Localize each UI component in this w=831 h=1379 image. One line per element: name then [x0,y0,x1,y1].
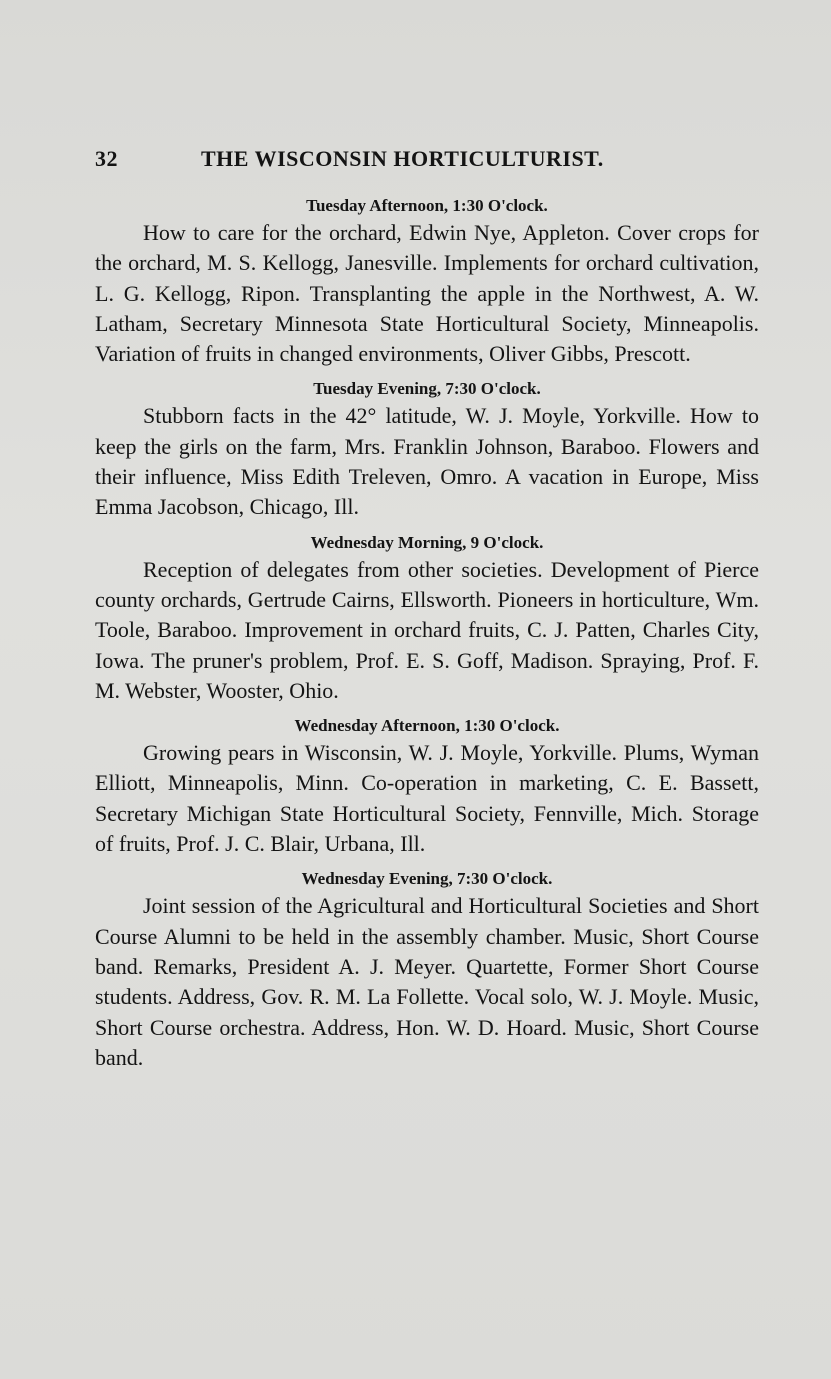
session-wednesday-morning [95,529,759,706]
session-tuesday-afternoon [95,192,759,369]
program-content [95,192,759,1079]
session-heading: Tuesday Afternoon, 1:30 O'clock. [306,196,548,215]
session-wednesday-evening [95,865,759,1073]
session-heading: Wednesday Afternoon, 1:30 O'clock. [294,716,560,736]
session-body: Joint session of the Agricultural and Horticultural Societies and Short Course Alumni to be held in the assembly chamber. Music, Short Course band. Remarks, President A. J. Meyer. Quartette, Former Short Course students. Address, Gov. R. M. La Follette. Vocal solo, W. J. Moyle. Music, Short Course orchestra. Address, Hon. W. D. Hoard. Music, Short Course band. [95,893,759,1070]
session-body: Reception of delegates from other societies. Development of Pierce county orchards, Gertrude Cairns, Ellsworth. Pioneers in horticulture, Wm. Toole, Baraboo. Improvement in orchard fruits, C. J. Patten, Charles City, Iowa. The pruner's problem, Prof. E. S. Goff, Madison. Spraying, Prof. F. M. Webster, Wooster, Ohio. [95,556,759,703]
session-tuesday-evening [95,375,759,522]
session-heading: Wednesday Evening, 7:30 O'clock. [301,869,553,889]
session-body: Growing pears in Wisconsin, W. J. Moyle, Yorkville. Plums, Wyman Elliott, Minneapolis, Minn. Co-operation in marketing, C. E. Bassett, Secretary Michigan State Horticultural Society, Fennville, Mich. Storage of fruits, Prof. J. C. Blair, Urbana, Ill. [95,740,759,857]
session-heading: Tuesday Evening, 7:30 O'clock. [313,379,541,399]
session-body: Stubborn facts in the 42° latitude, W. J. Moyle, Yorkville. How to keep the girls on the farm, Mrs. Franklin Johnson, Baraboo. Flowers and their influence, Miss Edith Treleven, Omro. A vacation in Europe, Miss Emma Jacobson, Chicago, Ill. [95,403,759,520]
session-heading: Wednesday Morning, 9 O'clock. [310,532,544,552]
session-body: How to care for the orchard, Edwin Nye, Appleton. Cover crops for the orchard, M. S. Kellogg, Janesville. Implements for orchard cultivation, L. G. Kellogg, Ripon. Transplanting the apple in the Northwest, A. W. Latham, Secretary Minnesota State Horticultural Society, Minneapolis. Variation of fruits in changed environments, Oliver Gibbs, Prescott. [95,220,759,367]
page-number: 32 [95,146,118,171]
session-wednesday-afternoon [95,712,759,859]
journal-title: THE WISCONSIN HORTICULTURIST. [201,146,604,171]
running-head [95,140,755,176]
